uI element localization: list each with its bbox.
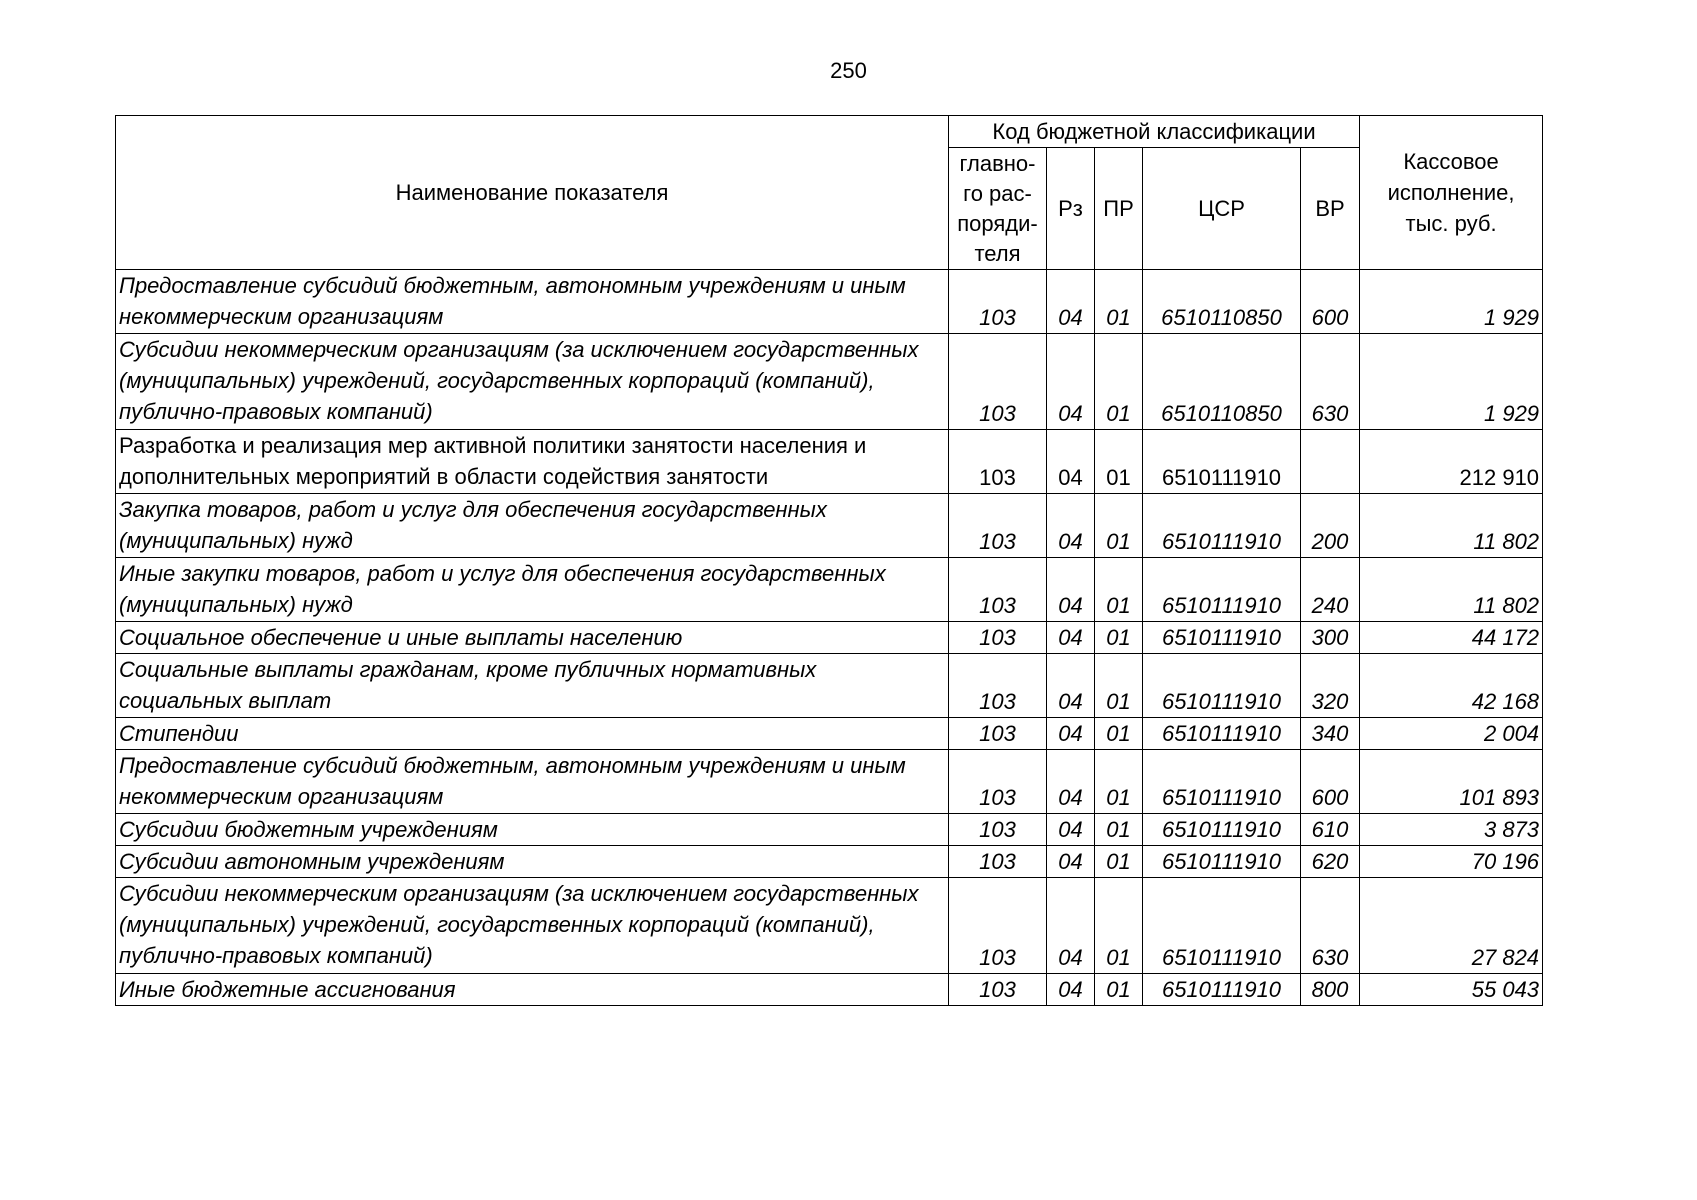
table-row [116, 974, 1543, 1006]
cell-amount: 101 893 [1360, 750, 1543, 814]
cell-amount: 42 168 [1360, 654, 1543, 718]
cell-amount: 1 929 [1360, 270, 1543, 334]
header-name: Наименование показателя [116, 116, 949, 270]
cell-name: Предоставление субсидий бюджетным, автономным учреждениям и иным некоммерческим организациям [116, 270, 949, 334]
cell-vr: 630 [1301, 878, 1360, 974]
cell-glav: 103 [949, 334, 1047, 430]
cell-pr: 01 [1095, 718, 1143, 750]
cell-csr: 6510111910 [1143, 494, 1301, 558]
cell-csr: 6510110850 [1143, 270, 1301, 334]
budget-execution-table [115, 115, 1543, 1006]
cell-csr: 6510111910 [1143, 974, 1301, 1006]
cell-glav: 103 [949, 558, 1047, 622]
cell-amount: 1 929 [1360, 334, 1543, 430]
cell-pr: 01 [1095, 430, 1143, 494]
table-row [116, 718, 1543, 750]
cell-pr: 01 [1095, 270, 1143, 334]
cell-rz: 04 [1047, 718, 1095, 750]
cell-name: Предоставление субсидий бюджетным, автономным учреждениям и иным некоммерческим организациям [116, 750, 949, 814]
cell-rz: 04 [1047, 430, 1095, 494]
cell-name: Закупка товаров, работ и услуг для обеспечения государственных (муниципальных) нужд [116, 494, 949, 558]
cell-csr: 6510111910 [1143, 846, 1301, 878]
cell-name: Иные закупки товаров, работ и услуг для обеспечения государственных (муниципальных) нужд [116, 558, 949, 622]
table-row [116, 270, 1543, 334]
cell-vr: 300 [1301, 622, 1360, 654]
cell-name: Субсидии бюджетным учреждениям [116, 814, 949, 846]
cell-vr: 320 [1301, 654, 1360, 718]
cell-csr: 6510111910 [1143, 750, 1301, 814]
cell-pr: 01 [1095, 974, 1143, 1006]
table-row [116, 334, 1543, 430]
table-body [116, 270, 1543, 1006]
cell-rz: 04 [1047, 622, 1095, 654]
cell-name: Разработка и реализация мер активной политики занятости населения и дополнительных мероприятий в области содействия занятости [116, 430, 949, 494]
cell-vr: 200 [1301, 494, 1360, 558]
cell-csr: 6510111910 [1143, 878, 1301, 974]
cell-vr: 600 [1301, 750, 1360, 814]
cell-amount: 70 196 [1360, 846, 1543, 878]
cell-name: Субсидии автономным учреждениям [116, 846, 949, 878]
cell-name: Социальные выплаты гражданам, кроме публичных нормативных социальных выплат [116, 654, 949, 718]
cell-rz: 04 [1047, 494, 1095, 558]
cell-rz: 04 [1047, 558, 1095, 622]
cell-vr: 610 [1301, 814, 1360, 846]
table-row [116, 846, 1543, 878]
table-row [116, 558, 1543, 622]
cell-rz: 04 [1047, 654, 1095, 718]
cell-amount: 2 004 [1360, 718, 1543, 750]
cell-vr: 630 [1301, 334, 1360, 430]
cell-csr: 6510111910 [1143, 718, 1301, 750]
cell-amount: 3 873 [1360, 814, 1543, 846]
header-vr: ВР [1301, 148, 1360, 270]
cell-vr: 600 [1301, 270, 1360, 334]
table-row [116, 750, 1543, 814]
cell-csr: 6510111910 [1143, 558, 1301, 622]
header-pr: ПР [1095, 148, 1143, 270]
header-csr: ЦСР [1143, 148, 1301, 270]
table-row [116, 814, 1543, 846]
cell-pr: 01 [1095, 334, 1143, 430]
cell-csr: 6510111910 [1143, 814, 1301, 846]
cell-glav: 103 [949, 750, 1047, 814]
table-row [116, 494, 1543, 558]
cell-glav: 103 [949, 654, 1047, 718]
cell-glav: 103 [949, 974, 1047, 1006]
cell-pr: 01 [1095, 750, 1143, 814]
table-row [116, 654, 1543, 718]
cell-vr: 620 [1301, 846, 1360, 878]
header-glav: главно- го рас- поряди- теля [949, 148, 1047, 270]
cell-name: Социальное обеспечение и иные выплаты населению [116, 622, 949, 654]
cell-rz: 04 [1047, 334, 1095, 430]
cell-glav: 103 [949, 846, 1047, 878]
cell-rz: 04 [1047, 878, 1095, 974]
header-rz: Рз [1047, 148, 1095, 270]
cell-name: Субсидии некоммерческим организациям (за исключением государственных (муниципальных) учреждений, государственных корпораций (компаний), публично-правовых компаний) [116, 878, 949, 974]
cell-amount: 212 910 [1360, 430, 1543, 494]
cell-csr: 6510111910 [1143, 430, 1301, 494]
cell-name: Стипендии [116, 718, 949, 750]
cell-pr: 01 [1095, 558, 1143, 622]
cell-csr: 6510111910 [1143, 622, 1301, 654]
cell-amount: 27 824 [1360, 878, 1543, 974]
cell-pr: 01 [1095, 846, 1143, 878]
cell-pr: 01 [1095, 494, 1143, 558]
cell-amount: 44 172 [1360, 622, 1543, 654]
cell-rz: 04 [1047, 750, 1095, 814]
table-header [116, 116, 1543, 270]
table-row [116, 622, 1543, 654]
cell-pr: 01 [1095, 878, 1143, 974]
cell-glav: 103 [949, 814, 1047, 846]
cell-glav: 103 [949, 270, 1047, 334]
header-code-group: Код бюджетной классификации [949, 116, 1360, 148]
cell-pr: 01 [1095, 814, 1143, 846]
cell-pr: 01 [1095, 654, 1143, 718]
cell-rz: 04 [1047, 814, 1095, 846]
cell-rz: 04 [1047, 974, 1095, 1006]
cell-vr: 800 [1301, 974, 1360, 1006]
header-amount: Кассовое исполнение, тыс. руб. [1360, 116, 1543, 270]
cell-glav: 103 [949, 878, 1047, 974]
cell-name: Субсидии некоммерческим организациям (за исключением государственных (муниципальных) учреждений, государственных корпораций (компаний), публично-правовых компаний) [116, 334, 949, 430]
cell-csr: 6510110850 [1143, 334, 1301, 430]
cell-vr: 340 [1301, 718, 1360, 750]
cell-rz: 04 [1047, 846, 1095, 878]
cell-glav: 103 [949, 622, 1047, 654]
cell-amount: 11 802 [1360, 558, 1543, 622]
cell-glav: 103 [949, 494, 1047, 558]
table-row [116, 430, 1543, 494]
table-row [116, 878, 1543, 974]
cell-vr: 240 [1301, 558, 1360, 622]
cell-name: Иные бюджетные ассигнования [116, 974, 949, 1006]
page-number: 250 [830, 58, 867, 83]
cell-vr [1301, 430, 1360, 494]
cell-rz: 04 [1047, 270, 1095, 334]
cell-glav: 103 [949, 718, 1047, 750]
cell-amount: 11 802 [1360, 494, 1543, 558]
cell-csr: 6510111910 [1143, 654, 1301, 718]
cell-amount: 55 043 [1360, 974, 1543, 1006]
cell-glav: 103 [949, 430, 1047, 494]
cell-pr: 01 [1095, 622, 1143, 654]
